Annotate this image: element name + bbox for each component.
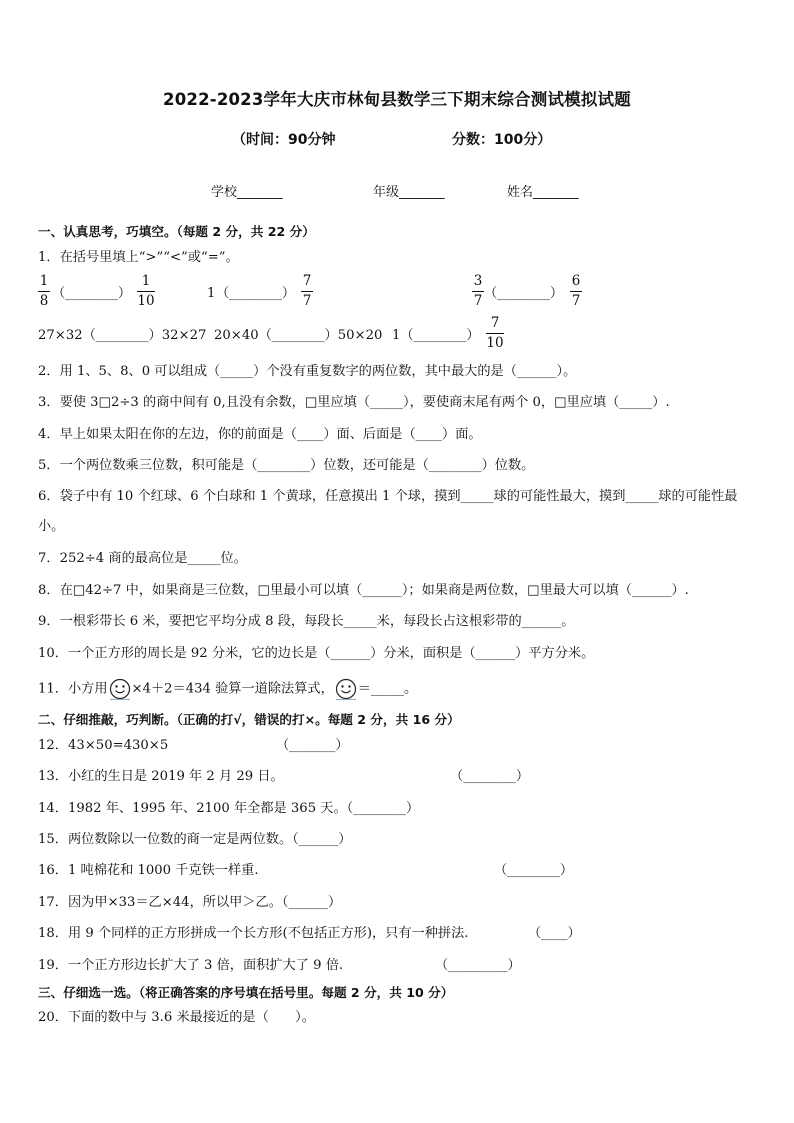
fraction-1-8: 1 8 (39, 273, 49, 309)
answer-blank-12[interactable]: （_______） (276, 738, 349, 753)
question-7: 7．252÷4 商的最高位是_____位。 (38, 551, 247, 566)
fraction-7-7: 7 7 (302, 273, 312, 309)
section-2-heading: 二、仔细推敲，巧判断。（正确的打√，错误的打×。每题 2 分，共 16 分） (38, 712, 460, 727)
question-19: 19．一个正方形边长扩大了 3 倍，面积扩大了 9 倍. (38, 958, 344, 973)
question-13: 13．小红的生日是 2019 年 2 月 29 日。 (38, 769, 284, 784)
section-3-heading: 三、仔细选一选。（将正确答案的序号填在括号里。每题 2 分，共 10 分） (38, 985, 454, 1000)
question-8: 8．在□42÷7 中，如果商是三位数，□里最小可以填（______）；如果商是两位数，□里最大可以填（______）. (38, 583, 689, 598)
school-field: 学校_______ (211, 185, 283, 200)
question-12: 12．43×50=430×5 (38, 738, 169, 753)
question-11: 11．小方用 ×4＋2＝434 验算一道除法算式， ＝_____。 (38, 678, 417, 700)
blank-1b[interactable]: （________） (216, 286, 296, 301)
compare-20x40: 20×40（________）50×20 (214, 328, 383, 343)
question-3: 3．要使 3□2÷3 的商中间有 0,且没有余数，□里应填（_____），要使商末尾有两个 0，□里应填（_____）. (38, 395, 670, 410)
question-10: 10．一个正方形的周长是 92 分米，它的边长是（______）分米，面积是（______）平方分米。 (38, 646, 595, 661)
exam-score: 分数：100分） (452, 132, 552, 148)
question-6: 6．袋子中有 10 个红球、6 个白球和 1 个黄球，任意摸出 1 个球，摸到_____球的可能性最大，摸到_____球的可能性最小。 (38, 489, 738, 534)
question-15: 15．两位数除以一位数的商一定是两位数。（______） (38, 832, 352, 847)
question-20: 20．下面的数中与 3.6 米最接近的是（ ）。 (38, 1010, 315, 1025)
fraction-6-7: 6 7 (571, 273, 581, 309)
smiley-face-icon (109, 678, 131, 700)
fraction-3-7: 3 7 (473, 273, 483, 309)
exam-time: （时间：90分钟 (232, 132, 336, 148)
answer-blank-16[interactable]: （________） (494, 863, 574, 878)
page-title: 2022-2023学年大庆市林甸县数学三下期末综合测试模拟试题 (163, 90, 631, 109)
fraction-1-10: 1 10 (137, 273, 155, 309)
question-17: 17．因为甲×33＝乙×44，所以甲＞乙。（______） (38, 895, 342, 910)
answer-blank-13[interactable]: （________） (450, 769, 530, 784)
question-1: 1．在括号里填上“>”“<”或“=”。 (38, 250, 239, 265)
compare-27x32: 27×32（________）32×27 (38, 328, 207, 343)
question-18: 18．用 9 个同样的正方形拼成一个长方形(不包括正方形)，只有一种拼法. (38, 926, 469, 941)
fraction-7-10: 7 10 (486, 315, 504, 351)
question-9: 9．一根彩带长 6 米，要把它平均分成 8 段，每段长_____米，每段长占这根彩带的______。 (38, 614, 575, 629)
smiley-face-icon (335, 678, 357, 700)
answer-blank-18[interactable]: （____） (528, 926, 581, 941)
compare-1-fraction: 1（________） (392, 328, 480, 343)
question-2: 2．用 1、5、8、0 可以组成（_____）个没有重复数字的两位数，其中最大的是（______）。 (38, 364, 577, 379)
name-field: 姓名_______ (507, 185, 579, 200)
grade-field: 年级_______ (373, 185, 445, 200)
blank-1c[interactable]: （________） (484, 286, 564, 301)
whole-number-1: 1 (207, 286, 216, 301)
question-5: 5．一个两位数乘三位数，积可能是（________）位数，还可能是（________）位数。 (38, 458, 535, 473)
question-14: 14．1982 年、1995 年、2100 年全都是 365 天。（________） (38, 801, 420, 816)
question-16: 16．1 吨棉花和 1000 千克铁一样重. (38, 863, 259, 878)
answer-blank-19[interactable]: （_________） (435, 958, 521, 973)
question-4: 4．早上如果太阳在你的左边，你的前面是（____）面、后面是（____）面。 (38, 427, 482, 442)
section-1-heading: 一、认真思考，巧填空。（每题 2 分，共 22 分） (38, 224, 315, 239)
blank-1a[interactable]: （________） (52, 286, 132, 301)
